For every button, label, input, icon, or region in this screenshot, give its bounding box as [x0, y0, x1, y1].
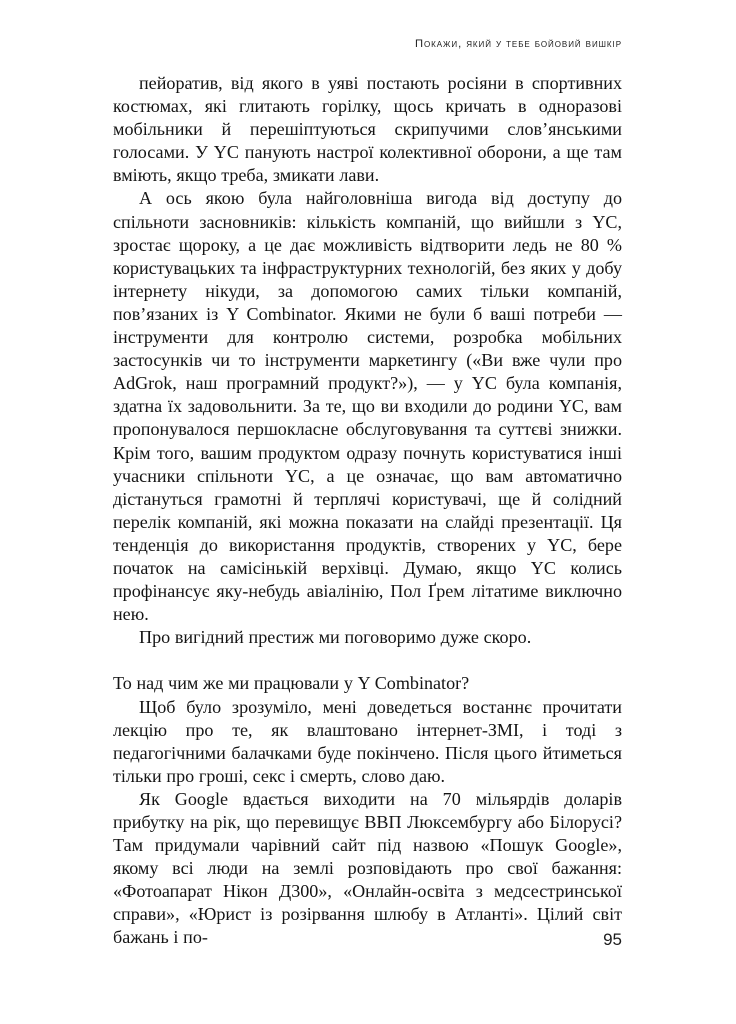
- paragraph: А ось якою була найголовніша вигода від доступу до спільноти засновників: кількість компаній, що вийшли з YC, зростає щороку, а це дає можливість відтворити ледь не 80 % користувацьких та інфраструктурних технологій, без яких у добу інтернету нікуди, за допомогою самих тільки компаній, пов’язаних із Y Combinator. Якими не були б ваші потреби — інструменти для контролю системи, розробка мобільних застосунків чи то інструменти маркетингу («Ви вже чули про AdGrok, наш програмний продукт?»), — у YC була компанія, здатна їх задовольнити. За те, що ви входили до родини YC, вам пропонувалося першокласне обслуговування та суттєві знижки. Крім того, вашим продуктом одразу почнуть користуватися інші учасники спільноти YC, а це означає, що вам автоматично дістануться грамотні й терплячі користувачі, ще й солідний перелік компаній, які можна показати на слайді презентації. Ця тенденція до використання продуктів, створених у YC, бере початок на самісінькій верхівці. Думаю, якщо YC колись профінансує яку-небудь авіалінію, Пол Ґрем літатиме виключно нею.: [113, 188, 622, 625]
- paragraph: Як Google вдається виходити на 70 мільярдів доларів прибутку на рік, що перевищує ВВП Люксембургу або Білорусі? Там придумали чарівний сайт під назвою «Пошук Google», якому всі люди на землі розповідають про свої бажання: «Фотоапарат Нікон Д300», «Онлайн-освіта з медсестринської справи», «Юрист із розірвання шлюбу в Атланті». Цілий світ бажань і по-: [113, 788, 622, 948]
- page-number: 95: [603, 930, 622, 949]
- paragraph: Щоб було зрозуміло, мені доведеться востаннє прочитати лекцію про те, як влаштовано інтернет-ЗМІ, і тоді з педагогічними балачками буде покінчено. Після цього йтиметься тільки про гроші, секс і смерть, слово даю.: [113, 696, 622, 786]
- paragraph: То над чим же ми працювали у Y Combinator?: [113, 673, 470, 694]
- body-text-column: [113, 72, 622, 950]
- running-head: Покажи, який у тебе бойовий вишкір: [414, 38, 622, 50]
- paragraph: пейоратив, від якого в уяві постають росіяни в спортивних костюмах, які глитають горілку, щось кричать в одноразові мобільники й перешіптуються скрипучими слов’янськими голосами. У YC панують настрої колективної оборони, а ще там вміють, якщо треба, змикати лави.: [113, 73, 622, 186]
- paragraph: Про вигідний престиж ми поговоримо дуже скоро.: [139, 627, 532, 648]
